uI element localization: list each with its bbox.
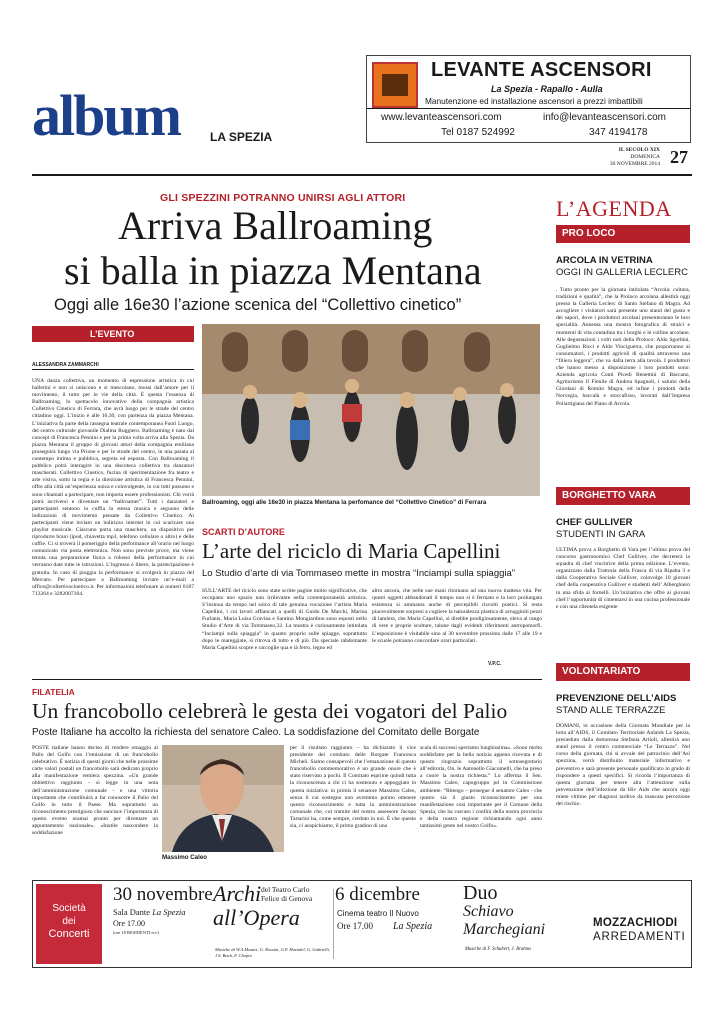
- agenda-proloco-body: . Tutto pronto per la giornata intitolata “Arcola: cultura, tradizioni e qualità”, che la Proloco arcolana allestirà oggi presso la Galleria Leclerc di Santo Stefano di Magra. Ad accogliere i visitatori sarà presente uno stand del gusto e dei sapori, dove i produttori arcolani presenteranno le loro specialità. Annessa una mostra fotografica di stralci e momenti di vita contadina tra i borghi e le colline arcolane. Alle degustazioni i volti noti della Proloco: Aldo Sgorbini, Guglielmo Ricci e Aldo Vinciguerra, che proporranno ai consumatori, i prodotti agricoli di qualità attraverso una “filiera leggera”, che va dalla terra alla tavola. I produttori che hanno messo a disposizione i loro prodotti sono: Azienda agricola Conti Picedi Benettini di Baccano, Agriturismo Il Fienile di Andrea Spagnoli, i salumi della Giordani di Romito Magra, ed infine i prodotti della Norvegia, baccalà e stoccafisso, lavorati dall’Impresa Poliartigiana del Piano di Arcola.: [556, 287, 690, 407]
- ad-date-1: 30 novembre: [113, 884, 213, 905]
- ad-logo-icon: [372, 62, 418, 108]
- capellini-headline: L’arte del riciclo di Maria Capellini: [202, 539, 501, 563]
- ad-city-2: La Spezia: [393, 921, 433, 932]
- ad-time-2: Ore 17.00: [337, 921, 373, 931]
- agenda-tag-volontariato-label: VOLONTARIATO: [562, 666, 641, 677]
- ad-venue-1b: La Spezia: [152, 907, 186, 917]
- ad-date-2: 6 dicembre: [335, 884, 420, 905]
- main-photo: [202, 324, 540, 496]
- capellini-body-col2: altro ancora, che nelle sue mani ritornano ad una nuova inattesa vita. Per questi oggetti abbandonati il tempo non si è fermato e la loro prolungata esistenza si ammanta anche di percepibili risvolti poetici. Si resta piacevolmente sorpresi a cogliere la naturalezza plastica di arrugginiti pezzi di lamiera, che Maria Capellini, si direbbe prodigiosamente, eleva al rango di vere e proprie sculture, talune dagli evidenti riferimenti antropomorfi. L’esposizione è visitabile sino al 30 novembre prossimo dalle 17 alle 19 e le scuole potranno concordare orari particolari.: [372, 588, 542, 644]
- ad-title-2a: Duo: [463, 882, 498, 904]
- section-tag-evento-label: L’EVENTO: [90, 329, 135, 339]
- ad-phone: Tel 0187 524992: [441, 127, 515, 138]
- agenda-borghetto-body: ULTIMA prova a Borghetto di Vara per l’ultima prova del concorso gastronomico Chef Gulliver, che decreterà la squadra di chef vincitrice della prima edizione. L’evento, organizzato dalla Trattoria della Frasca di via Ripalta 3 e dalla Cooperativa Sociale Gulliver, coinvolge 10 giovani chef della cooperativa Gulliver e studenti dell’ Alberghiero in una sfida ai fornelli. Un’iniziativa che offre ai giovani chef l’opportunità di cimentarsi in una cucina professionale e con una clientela esigente: [556, 547, 690, 610]
- ad-levante-ascensori: [366, 55, 691, 143]
- ad-concerti-logo: [36, 884, 102, 964]
- agenda-tag-borghetto-label: BORGHETTO VARA: [562, 490, 657, 501]
- section-tag-evento: [32, 326, 194, 342]
- filatelia-body-col1: POSTE italiane hanno deciso di rendere omaggio al Palio del Golfo con l’emissione di un francobollo celebrativo. È notizia di questi giorni che nelle prossime carte valori postali un francobollo sarà dedicato proprio alla manifestazione remiera spezzina. «Un grande obbiettivo raggiunto - si legge in una nota dell’amministrazione comunale - e una vittoria importante che contribuirà a far conoscere il Palio del Golfo in tutto il Paese. Ma soprattutto un riconoscimento prestigioso che sancisce l’importanza di questo evento oramai pronto per diventare un appuntamento nazionale». «Inutile nascondere la soddisfazione: [32, 745, 158, 837]
- main-author: ALESSANDRA ZAMMARCHI: [32, 362, 99, 368]
- ad-tagline: Manutenzione ed installazione ascensori a prezzi imbattibili: [425, 96, 643, 106]
- ad-title-1c: del Teatro Carlo Felice di Genova: [261, 885, 313, 903]
- capellini-section: SCARTI D’AUTORE: [202, 527, 285, 537]
- main-headline-line2: si balla in piazza Mentana: [64, 248, 482, 293]
- agenda-tag-volontariato: [556, 663, 690, 681]
- ad-composers-2: Musiche di F. Schubert, J. Brahms: [465, 947, 531, 952]
- agenda-proloco-subhead: OGGI IN GALLERIA LECLERC: [556, 267, 688, 278]
- ad-composers-1: Musiche di W.A.Mozart, G. Rossini, G.F. Haendel, G. Gabrielli, J.S. Bach, F. Chopin: [215, 947, 330, 958]
- ad-email[interactable]: info@levanteascensori.com: [543, 112, 666, 123]
- capellini-signature: V.P.C.: [488, 661, 502, 667]
- ad-logo-line2: dei: [62, 916, 76, 927]
- filatelia-body-col2: per il risultato raggiunto – ha dichiarato il vice presidente del comitato delle Borgate Francesca Micheli. Siamo consapevoli che l’emanazione di questo francobollo commemorativo è un grande onore che è stato riservato a pochi. Il Comitato esprime quindi tutta la riconoscenza a chi ci ha sostenuto e appoggiato in questa iniziativa: in primis il senatore Massimo Caleo, senza il cui sostegno non avremmo potuto ottenere questo riconoscimento e tutta la amministrazione comunale che, col tramite del nostro assessore Jacopo Tartarini ha, come sempre, creduto in noi. È che questo sia, ci auspichiamo, il primo gradino di una: [290, 745, 416, 830]
- ad-title: LEVANTE ASCENSORI: [431, 59, 652, 81]
- agenda-tag-borghetto: [556, 487, 690, 505]
- filatelia-body-col3: scala di successi speriamo lunghissima». «Sono molto soddisfatto per la bella notizia appena ricevuta e di questo ringrazio soprattutto il sottosegretario all’editoria, On. le Antonello Giacomelli, che ha preso a cuore la nostra richiesta.” Lo afferma il Sen. Massimo Caleo, capogruppo pd in Commissione ambiente. “Ritengo – prosegue il senatore Caleo - che questo sia il giusto riconoscimento per una manifestazione così importante per il Comune della Spezia, che ha varcato i confini della nostra provincia e della nostra regione richiamando ogni anno tantissimi gente nel nostro Golfo».: [420, 745, 542, 830]
- ad-title-1a: Archi: [213, 881, 262, 906]
- ad-time-1: Ore 17.00: [113, 919, 145, 928]
- main-body: UNA danza collettiva, un momento di espressione artistica in cui ballerini e non si uniscono e si mescolano, mossi dall’amore per il movimento, il tutto per le vie della città. È questa l’essenza di Ballroaming, lo spettacolo innovativo della compagnia artistica Collettivo Cinetico di Ferrara, che avrà luogo per le strade del centro cittadino oggi. L’inizio è alle 16,30, con partenza da piazza Mentana. L’iniziativa fa parte della rassegna teatrale contemporanea Fuori Luogo, del centro culturale giovanile Dialma Ruggiero. Ballroaming è nato dal concept di Francesca Pennini e per la prima volta arriva alla Spezia. Da piazza Mentana il gruppo di giovani attori della compagnia emiliana proseguirà lungo via Prione e per le strade del centro, in una parata al contempo intima e pubblica, segreta ed esposta. Con Ballroaming il pubblico potrà interagire in una discoteca collettiva tra danzatori mascherati. Collettivo Cinetico, fucina di sperimentazione fra teatro e arte visiva, sotto la regia e la direzione artistica di Francesca Pennini, offre alla città un’esperienza unica e coinvolgente, in cui tutti possono e sono chiamati a partecipare, non importa essere professionisti. Chi vorrà potrà iscriversi e diventare un “ballroamer”. Tutti i danzatori e partecipanti sentono in cuffia la stessa musica e seguono delle indicazioni di movimento pensate da Collettivo Cinetico. Ai partecipanti viene inviato un indirizzo internet in cui scaricare una playlist musicale. Ciascuno porta una maschera, un dispositivo per riprodurre brani (ipod, chiavetta mp3, telefono cellulare o altro) e delle cuffie. Ci si troverà il pomeriggio della performance all’orario nel luogo comunicato via posta elettronica. Non sono previste prove, ma viene tenuta una preparazione fisica a ridosso della performance in cui verranno date tutte le istruzioni. L’ingresso è libero, la partecipazione è gratuita. In caso di pioggia la performance si svolgerà in piazza del Mercato. Per partecipare a Ballroaming inviare un’e-mail a office@collettivocinetico.it. Per informazioni telefonare ai numeri 0187 713264 e 3282007184.: [32, 378, 194, 597]
- main-kicker: GLI SPEZZINI POTRANNO UNIRSI AGLI ATTORI: [160, 192, 406, 204]
- dateline-paper: IL SECOLO XIX: [618, 147, 660, 153]
- ad-logo-line1: Società: [52, 903, 86, 914]
- agenda-tag-proloco: [556, 225, 690, 243]
- dateline-date: 30 NOVEMBRE 2014: [609, 161, 660, 167]
- ad-venue-2: Cinema teatro Il Nuovo: [337, 909, 419, 918]
- dateline: [572, 147, 692, 173]
- ad-sponsor-2: ARREDAMENTI: [593, 931, 686, 943]
- agenda-proloco-headline: ARCOLA IN VETRINA: [556, 255, 653, 266]
- ad-logo-line3: Concerti: [48, 928, 90, 940]
- agenda-borghetto-subhead: STUDENTI IN GARA: [556, 529, 646, 540]
- ad-title-2b: Schiavo: [463, 903, 514, 920]
- ad-subtitle: La Spezia - Rapallo - Aulla: [491, 84, 603, 94]
- page-number: 27: [670, 147, 688, 167]
- capellini-subhead: Lo Studio d’arte di via Tommaseo mette in mostra “Inciampi sulla spiaggia”: [202, 568, 515, 579]
- filatelia-headline: Un francobollo celebrerà le gesta dei vogatori del Palio: [32, 699, 508, 723]
- caleo-photo-caption: Massimo Caleo: [162, 854, 208, 861]
- ad-sponsor-1: MOZZACHIODI: [593, 917, 678, 929]
- agenda-title: L’AGENDA: [556, 196, 672, 221]
- agenda-volontariato-headline: PREVENZIONE DELL’AIDS: [556, 693, 677, 704]
- agenda-volontariato-body: DOMANI, in occasione della Giornata Mondiale per la lotta all’AIDS, il Comitato Territoriale Anlaids La Spezia, presieduto dalla dottoressa Stefania Artioli, allestirà uno stand presso il centro commerciale “Le Terrazze”. Nel corso della giornata, chi si avvale del patrocinio dell’Asl spezzina, verrà distribuito materiale informativo e preventivo e sarà presente personale qualificato in grado di rispondere a questi specifici. Si ricorda l’importanza di questa giornata per tenere alta l’attenzione sulla prevenzione dell’infezione da Hiv Aids che ancora oggi miete vittime per diagnosi tardive da mancata percezione del rischio.: [556, 723, 690, 808]
- masthead-city: LA SPEZIA: [210, 130, 273, 144]
- main-photo-caption: Ballroaming, oggi alle 16e30 in piazza Mentana la perfomance del “Collettivo Cinetico” di Ferrara: [202, 499, 487, 506]
- ad-venue-1a: Sala Dante: [113, 907, 151, 917]
- filatelia-section: FILATELIA: [32, 687, 75, 697]
- ad-title-2c: Marchegiani: [463, 921, 546, 938]
- masthead: [32, 83, 292, 148]
- main-headline-line1: Arriva Ballroaming: [118, 203, 433, 248]
- ad-concerti: [32, 880, 692, 968]
- agenda-volontariato-subhead: STAND ALLE TERRAZZE: [556, 705, 666, 716]
- ad-title-1b: all’Opera: [213, 905, 300, 930]
- masthead-brand: album: [32, 83, 180, 148]
- agenda-borghetto-headline: CHEF GULLIVER: [556, 517, 633, 528]
- ad-mobile: 347 4194178: [589, 127, 648, 138]
- ad-note-1: (ore 18 RESIDENTI ecc): [113, 930, 159, 935]
- caleo-photo: [162, 745, 284, 852]
- agenda-tag-proloco-label: PRO LOCO: [562, 228, 616, 239]
- dateline-weekday: DOMENICA: [630, 154, 660, 160]
- main-subhead: Oggi alle 16e30 l’azione scenica del “Collettivo cinetico”: [54, 296, 462, 314]
- ad-website[interactable]: www.levanteascensori.com: [381, 112, 502, 123]
- filatelia-subhead: Poste Italiane ha accolto la richiesta del senatore Caleo. La soddisfazione del Comitato delle Borgate: [32, 727, 480, 738]
- capellini-body-col1: SULL’ARTE del riciclo sono state scritte pagine molto significative, che occupano uno spazio non irrilevante nella contemporaneità artistica. S’insinua da tempo nel solco di tale genuina vocazione l’artista Maria Capellini, i cui lavori affiancati a quelli di Guido De Marchi, Marina Furlanis, Maria Luisa Gravina e Santino Mongiardino sono esposti nello Studio d’Arte di via Tommaseo,32. La mostra è curiosamente intitolata “Inciampi sulla spiaggia” in quanto proprio sulle spiagge, soprattutto dopo le mareggiate, si ritrova di tutto e di più. Da speciale rabdomante Maria Capellini scopre e raccoglie qua e là ferro, legno ed: [202, 588, 367, 651]
